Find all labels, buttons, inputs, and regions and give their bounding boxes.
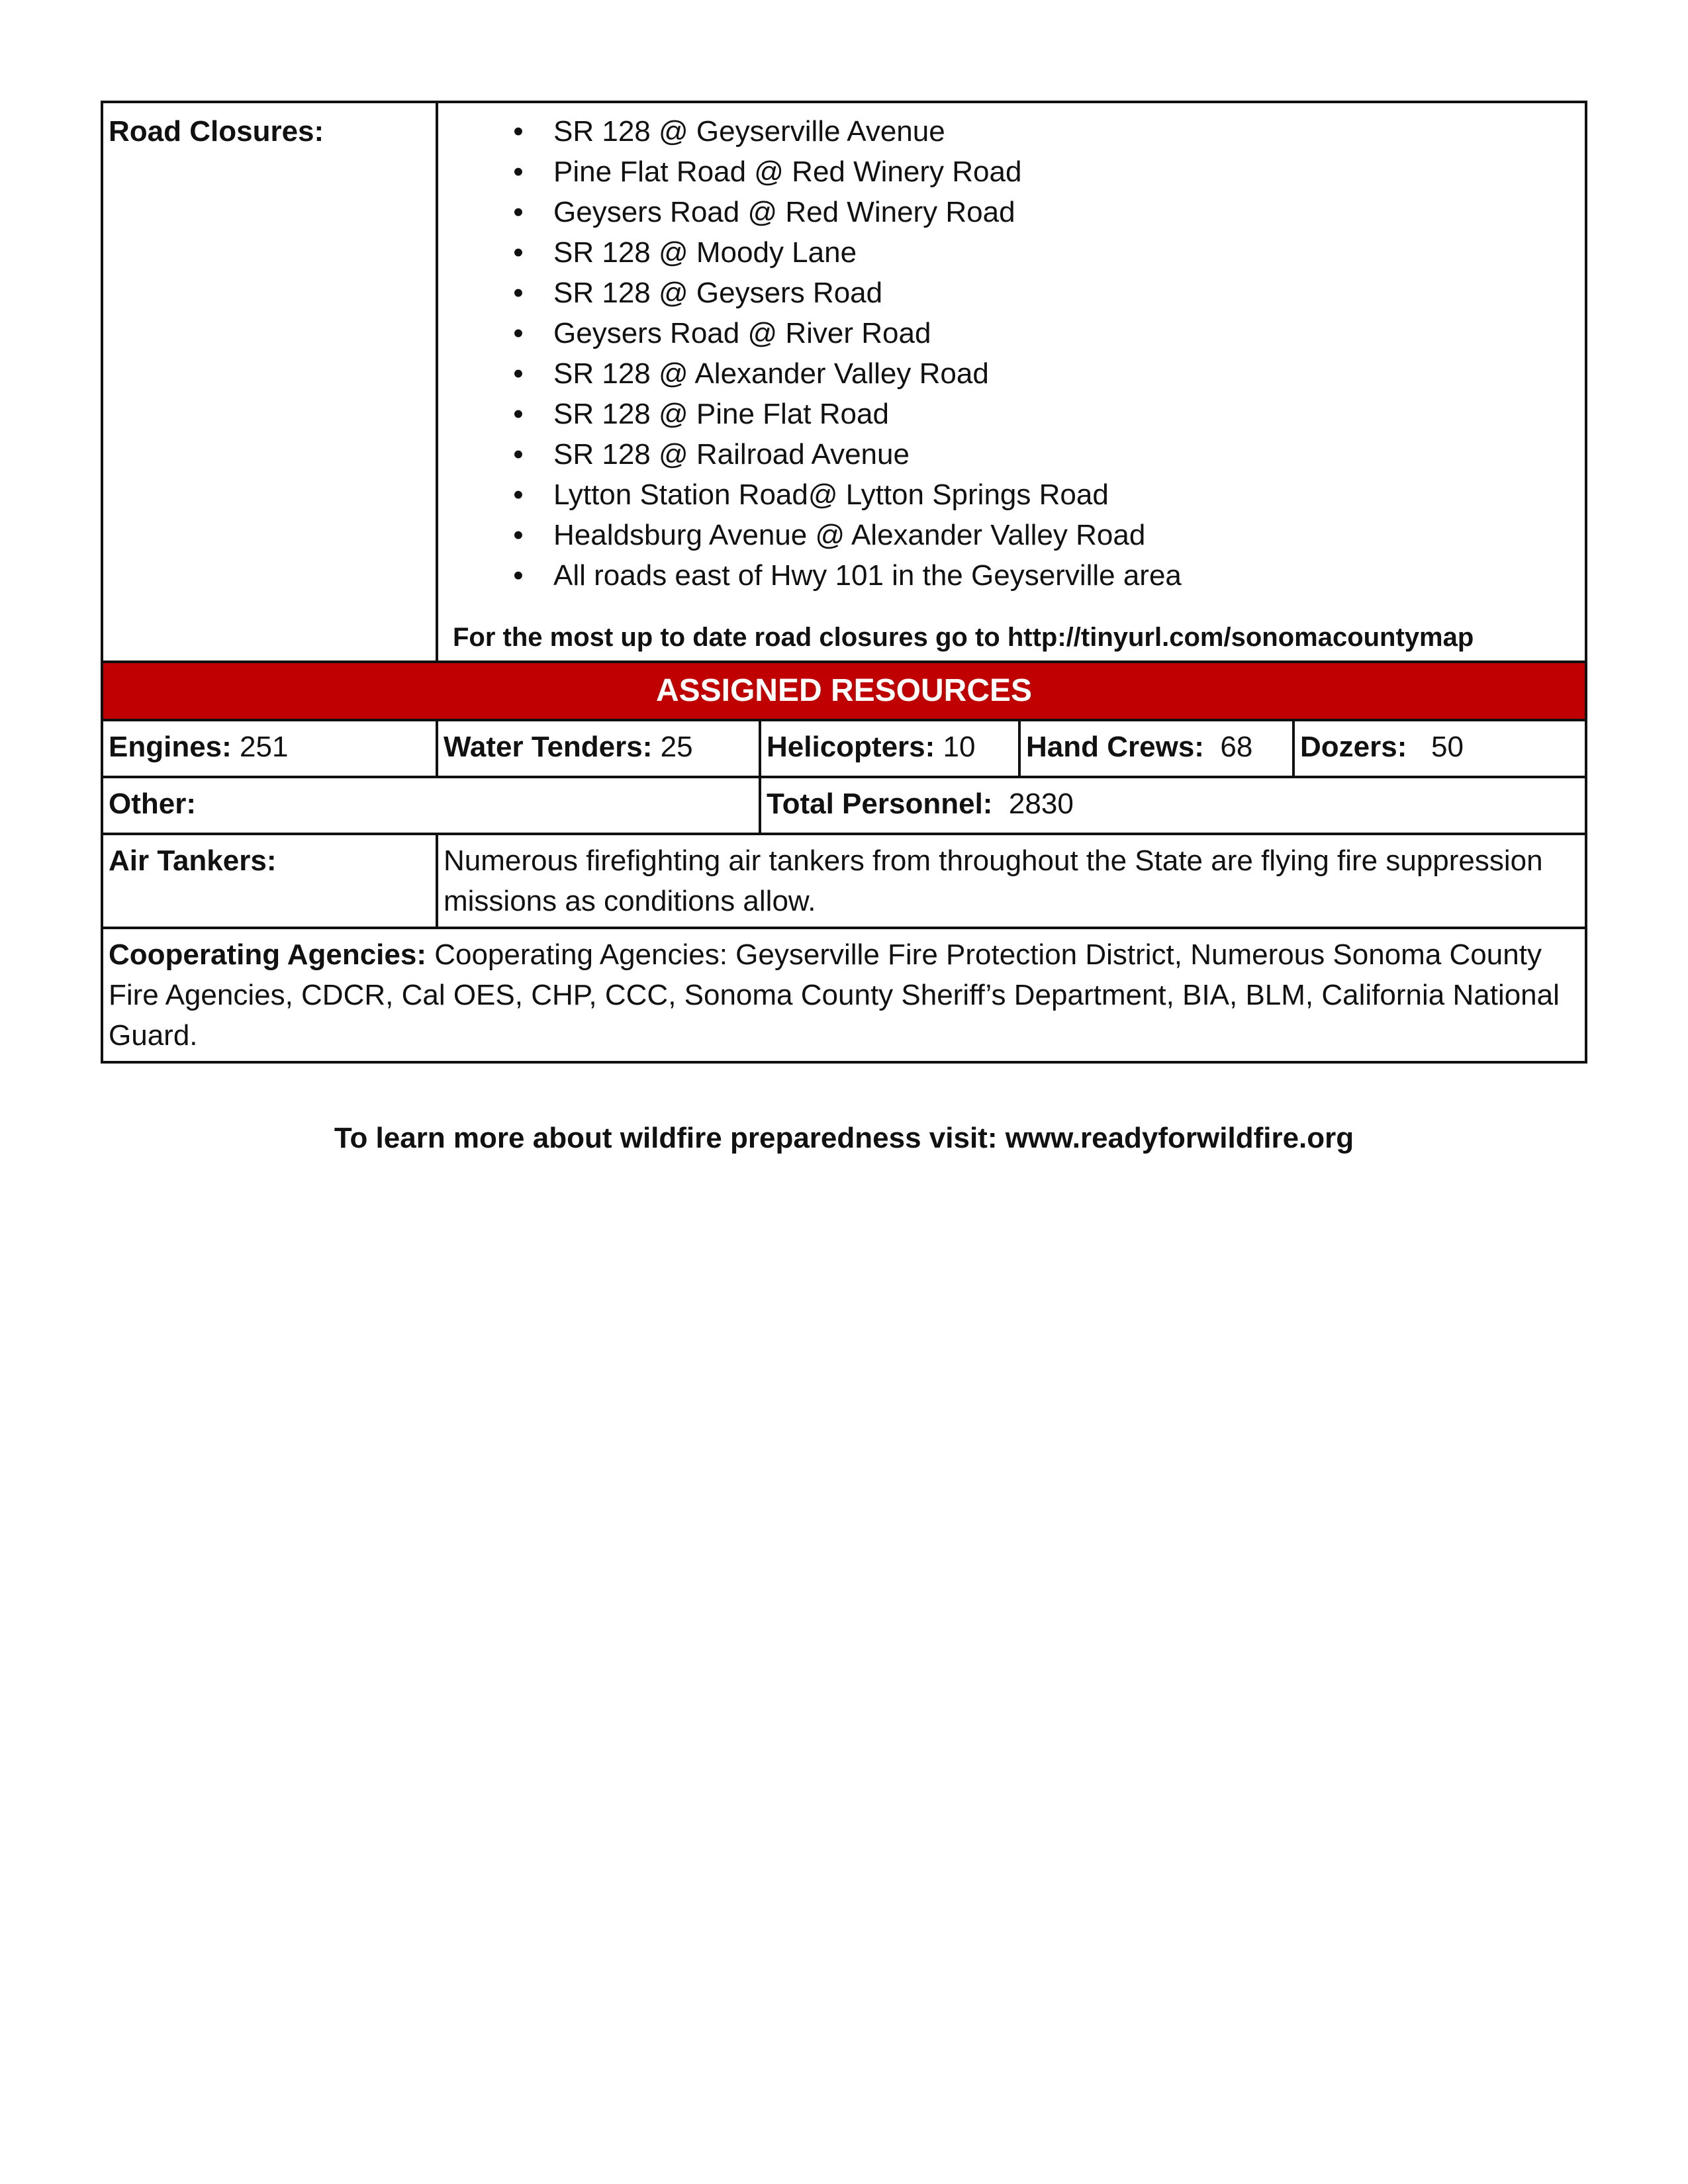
hand-crews-label: Hand Crews: bbox=[1026, 731, 1204, 763]
hand-crews-cell bbox=[1018, 721, 1292, 776]
total-personnel-value: 2830 bbox=[992, 788, 1074, 820]
list-item bbox=[445, 555, 1578, 596]
incident-info-table bbox=[101, 101, 1587, 1064]
list-item bbox=[445, 111, 1578, 152]
cooperating-agencies-row bbox=[103, 929, 1585, 1061]
road-closure-text: Geysers Road @ Red Winery Road bbox=[553, 196, 1015, 228]
list-item bbox=[445, 152, 1578, 192]
engines-value: 251 bbox=[231, 731, 289, 763]
road-closures-map-note: For the most up to date road closures go to http://tinyurl.com/sonomacountymap bbox=[453, 623, 1474, 652]
helicopters-label: Helicopters: bbox=[767, 731, 935, 763]
hand-crews-value: 68 bbox=[1203, 731, 1253, 763]
bullet-icon: • bbox=[513, 317, 524, 349]
total-personnel-label: Total Personnel: bbox=[767, 788, 993, 820]
list-item bbox=[445, 353, 1578, 394]
bullet-icon: • bbox=[513, 236, 524, 269]
road-closure-text: Pine Flat Road @ Red Winery Road bbox=[553, 156, 1022, 188]
water-tenders-cell bbox=[436, 721, 759, 776]
list-item bbox=[445, 313, 1578, 353]
road-closure-text: SR 128 @ Geysers Road bbox=[553, 277, 883, 309]
road-closure-text: All roads east of Hwy 101 in the Geyserville area bbox=[553, 559, 1182, 592]
other-personnel-row bbox=[103, 778, 1585, 835]
resource-counts-row bbox=[103, 721, 1585, 778]
bullet-icon: • bbox=[513, 519, 524, 551]
bullet-icon: • bbox=[513, 277, 524, 309]
helicopters-cell bbox=[759, 721, 1018, 776]
road-closure-text: SR 128 @ Moody Lane bbox=[553, 236, 857, 269]
list-item bbox=[445, 192, 1578, 232]
list-item bbox=[445, 515, 1578, 555]
total-personnel-cell bbox=[759, 778, 1585, 833]
other-cell bbox=[103, 778, 759, 833]
road-closures-label: Road Closures: bbox=[109, 115, 324, 148]
list-item bbox=[445, 475, 1578, 515]
air-tankers-label: Air Tankers: bbox=[109, 844, 277, 877]
bullet-icon: • bbox=[513, 357, 524, 390]
list-item bbox=[445, 273, 1578, 313]
bullet-icon: • bbox=[513, 559, 524, 592]
other-label: Other: bbox=[109, 788, 196, 820]
road-closure-text: Geysers Road @ River Road bbox=[553, 317, 931, 349]
cooperating-agencies-cell bbox=[103, 929, 1585, 1061]
bullet-icon: • bbox=[513, 156, 524, 188]
road-closure-text: Healdsburg Avenue @ Alexander Valley Road bbox=[553, 519, 1146, 551]
road-closure-text: SR 128 @ Alexander Valley Road bbox=[553, 357, 989, 390]
air-tankers-row bbox=[103, 835, 1585, 929]
road-closure-text: Lytton Station Road@ Lytton Springs Road bbox=[553, 478, 1109, 511]
cooperating-agencies-label: Cooperating Agencies: bbox=[109, 938, 426, 971]
road-closure-text: SR 128 @ Railroad Avenue bbox=[553, 438, 910, 471]
dozers-value: 50 bbox=[1407, 731, 1464, 763]
road-closure-text: SR 128 @ Geyserville Avenue bbox=[553, 115, 945, 148]
cooperating-agencies-text: Cooperating Agencies: Geyserville Fire Protection District, Numerous Sonoma County Fire Agencies, CDCR, Cal OES, CHP, CCC, Sonoma County Sheriff’s Department, BIA, BLM, California National Guard. bbox=[109, 938, 1560, 1052]
list-item bbox=[445, 232, 1578, 273]
road-closures-row bbox=[103, 103, 1585, 663]
bullet-icon: • bbox=[513, 478, 524, 511]
dozers-label: Dozers: bbox=[1300, 731, 1407, 763]
bullet-icon: • bbox=[513, 438, 524, 471]
road-closures-content bbox=[436, 103, 1585, 660]
list-item bbox=[445, 434, 1578, 475]
engines-label: Engines: bbox=[109, 731, 232, 763]
road-closures-list bbox=[445, 111, 1578, 596]
bullet-icon: • bbox=[513, 115, 524, 148]
water-tenders-value: 25 bbox=[652, 731, 693, 763]
road-closure-text: SR 128 @ Pine Flat Road bbox=[553, 398, 889, 430]
wildfire-preparedness-note: To learn more about wildfire preparedness visit: www.readyforwildfire.org bbox=[334, 1122, 1354, 1154]
list-item bbox=[445, 394, 1578, 434]
bullet-icon: • bbox=[513, 196, 524, 228]
water-tenders-label: Water Tenders: bbox=[444, 731, 653, 763]
helicopters-value: 10 bbox=[935, 731, 976, 763]
assigned-resources-banner: ASSIGNED RESOURCES bbox=[103, 663, 1585, 721]
bullet-icon: • bbox=[513, 398, 524, 430]
air-tankers-text: Numerous firefighting air tankers from throughout the State are flying fire suppression missions as conditions allow. bbox=[436, 835, 1585, 927]
dozers-cell bbox=[1292, 721, 1585, 776]
engines-cell bbox=[103, 721, 436, 776]
